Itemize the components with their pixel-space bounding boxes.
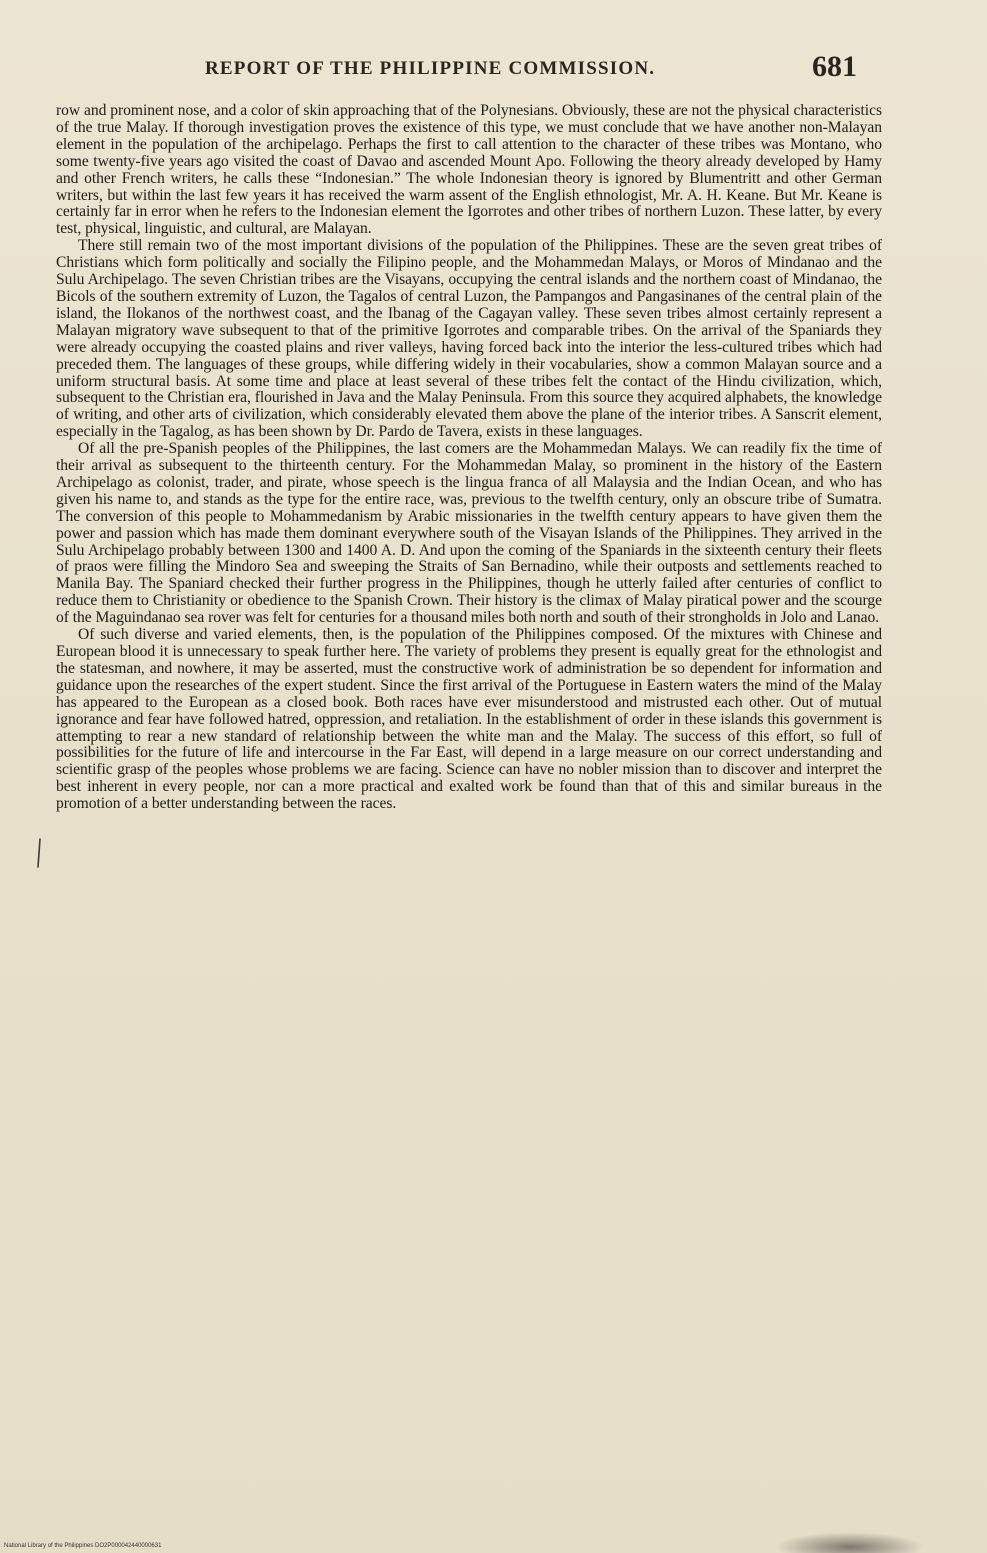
page-header xyxy=(0,50,987,90)
body-text xyxy=(56,103,882,813)
paragraph-3: Of all the pre-Spanish peoples of the Philippines, the last comers are the Mohammedan Malays. We can readily fix the time of their arrival as subsequent to the thirteenth century. For the Mohammedan Malay, so prominent in the history of the Eastern Archipelago as colonist, trader, and pirate, whose speech is the lingua franca of all Malaysia and the Indian Ocean, and who has given his name to, and stands as the type for the entire race, was, previous to the twelfth century, only an obscure tribe of Sumatra. The conversion of this people to Mohammedanism by Arabic missionaries in the twelfth century appears to have given them the power and passion which has made them dominant everywhere south of the Visayan Islands of the Philippines. They arrived in the Sulu Archipelago probably between 1300 and 1400 A. D. And upon the coming of the Spaniards in the sixteenth century their fleets of praos were filling the Mindoro Sea and sweeping the Straits of San Bernadino, while their outposts and settlements reached to Manila Bay. The Spaniard checked their further progress in the Philippines, though he utterly failed after centuries of conflict to reduce them to Christianity or obedience to the Spanish Crown. Their history is the climax of Malay piratical power and the scourge of the Maguindanao sea rover was felt for centuries for a thousand miles both north and south of their strongholds in Jolo and Lanao. xyxy=(56,440,882,627)
paragraph-2: There still remain two of the most important divisions of the population of the Philippines. These are the seven great tribes of Christians which form politically and socially the Filipino people, and the Mohammedan Malays, or Moros of Mindanao and the Sulu Archipelago. The seven Christian tribes are the Visayans, occupying the central islands and the northern coast of Mindanao, the Bicols of the southern extremity of Luzon, the Tagalos of central Luzon, the Pampangos and Pangasinanes of the central plain of the island, the Ilokanos of the northwest coast, and the Ibanag of the Cagayan valley. These seven tribes almost certainly represent a Malayan migratory wave subsequent to that of the primitive Igorrotes and comparable tribes. On the arrival of the Spaniards they were already occupying the coasted plains and river valleys, having forced back into the interior the less-cultured tribes which had preceded them. The languages of these groups, while differing widely in their vocabularies, show a common Malayan source and a uniform structural basis. At some time and place at least several of these tribes felt the contact of the Hindu civilization, which, subsequent to the Christian era, flourished in Java and the Malay Peninsula. From this source they acquired alphabets, the knowledge of writing, and other arts of civilization, which considerably elevated them above the plane of the interior tribes. A Sanscrit element, especially in the Tagalog, as has been shown by Dr. Pardo de Tavera, exists in these languages. xyxy=(56,237,882,441)
scan-blot xyxy=(775,1532,925,1553)
archive-stamp: National Library of the Philippines DO2P000042440000631 xyxy=(4,1543,162,1549)
running-head: REPORT OF THE PHILIPPINE COMMISSION. xyxy=(205,58,656,79)
paragraph-1: row and prominent nose, and a color of skin approaching that of the Polynesians. Obviously, these are not the physical characteristics of the true Malay. If thorough investigation proves the existence of this type, we must conclude that we have another non-Malayan element in the population of the archipelago. Perhaps the first to call attention to the character of these tribes was Montano, who some twenty-five years ago visited the coast of Davao and ascended Mount Apo. Following the theory already developed by Hamy and other French writers, he calls these “Indonesian.” The whole Indonesian theory is ignored by Blumentritt and other German writers, but within the last few years it has received the warm assent of the English ethnologist, Mr. A. H. Keane. But Mr. Keane is certainly far in error when he refers to the Indonesian element the Igorrotes and other tribes of northern Luzon. These latter, by every test, physical, linguistic, and cultural, are Malayan. xyxy=(56,102,882,238)
page-number: 681 xyxy=(812,50,857,83)
paragraph-4: Of such diverse and varied elements, then, is the population of the Philippines composed. Of the mixtures with Chinese and European blood it is unnecessary to speak further here. The variety of problems they present is equally great for the ethnologist and the statesman, and nowhere, it may be asserted, must the constructive work of administration be so dependent for information and guidance upon the researches of the expert student. Since the first arrival of the Portuguese in Eastern waters the mind of the Malay has appeared to the European as a closed book. Both races have ever misunderstood and mistrusted each other. Out of mutual ignorance and fear have followed hatred, oppression, and retaliation. In the establishment of order in these islands this government is attempting to rear a new standard of relationship between the white man and the Malay. The success of this effort, so full of possibilities for the future of life and intercourse in the Far East, will depend in a large measure on our correct understanding and scientific grasp of the peoples whose problems we are facing. Science can have no nobler mission than to discover and interpret the best inherent in every people, nor can a more practical and exalted work be found than that of this and similar bureaus in the promotion of a better understanding between the races. xyxy=(56,626,882,813)
margin-pencil-mark xyxy=(36,838,42,868)
